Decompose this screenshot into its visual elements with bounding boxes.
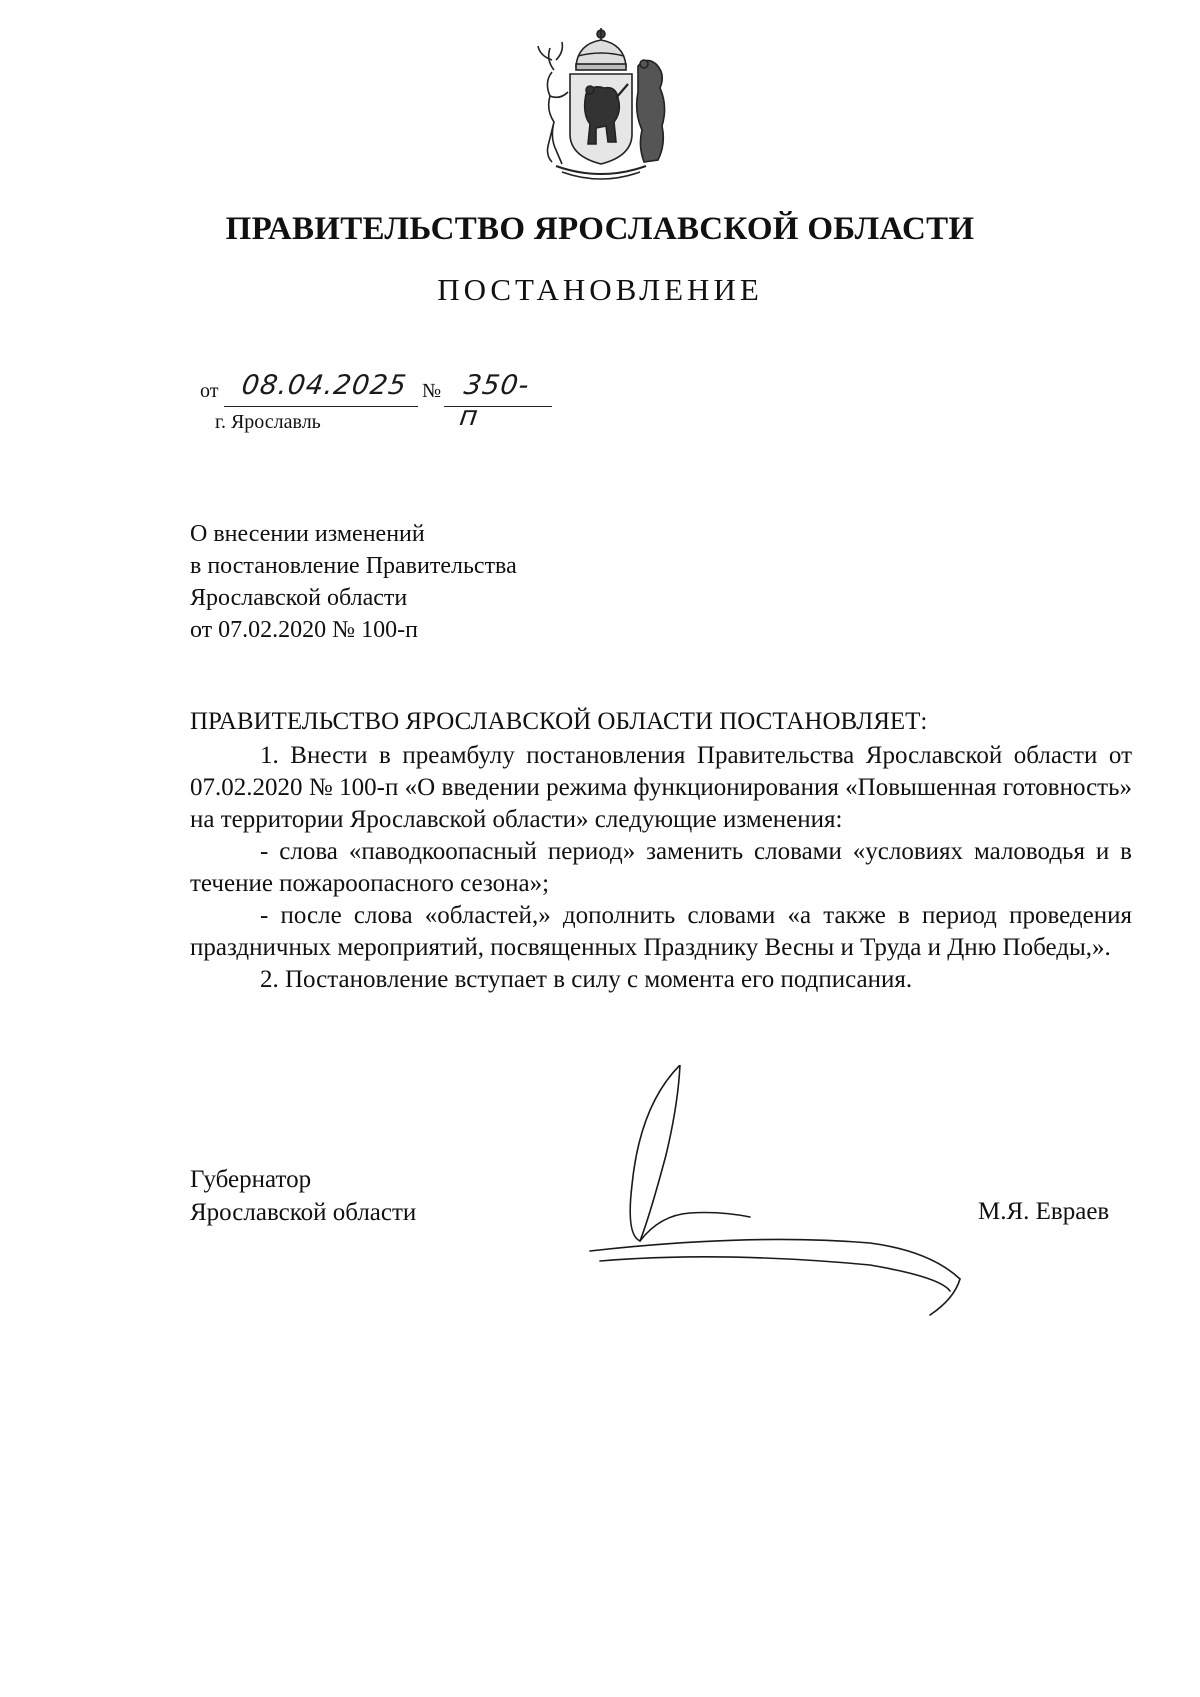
handwritten-signature-icon [570, 1065, 1010, 1365]
date-value: 08.04.2025 [239, 370, 409, 401]
preamble: ПРАВИТЕЛЬСТВО ЯРОСЛАВСКОЙ ОБЛАСТИ ПОСТАНОВЛЯЕТ: [190, 708, 928, 735]
number-underline [444, 406, 552, 407]
subject-line: О внесении изменений [190, 521, 425, 547]
signatory-name: М.Я. Евраев [978, 1198, 1110, 1225]
signatory-title-line: Ярославской области [190, 1199, 417, 1226]
government-title: ПРАВИТЕЛЬСТВО ЯРОСЛАВСКОЙ ОБЛАСТИ [225, 211, 975, 247]
city-label: г. Ярославль [215, 411, 321, 433]
yaroslavl-coat-of-arms-icon [526, 26, 676, 184]
document-type-title: ПОСТАНОВЛЕНИЕ [437, 272, 763, 307]
number-value: 350-п [457, 370, 532, 432]
subject-line: в постановление Правительства [190, 553, 517, 579]
date-label: от [200, 380, 219, 402]
document-body [190, 740, 1132, 996]
signatory-title [190, 1163, 416, 1229]
signatory-title-line: Губернатор [190, 1166, 312, 1193]
date-underline [224, 406, 418, 407]
number-label: № [422, 380, 442, 402]
body-paragraph: - после слова «областей,» дополнить словами «а также в период проведения праздничных мероприятий, посвященных Празднику Весны и Труда и Дню Победы,». [190, 902, 1132, 961]
body-paragraph: 2. Постановление вступает в силу с момента его подписания. [260, 966, 913, 993]
subject-line: от 07.02.2020 № 100-п [190, 617, 418, 643]
body-paragraph: 1. Внести в преамбулу постановления Правительства Ярославской области от 07.02.2020 № 100-п «О введении режима функционирования «Повышенная готовность» на территории Ярославской области» следующие изменения: [190, 742, 1132, 833]
document-subject [190, 518, 517, 646]
subject-line: Ярославской области [190, 585, 408, 611]
body-paragraph: - слова «паводкоопасный период» заменить словами «условиях маловодья и в течение пожароопасного сезона»; [190, 838, 1132, 897]
